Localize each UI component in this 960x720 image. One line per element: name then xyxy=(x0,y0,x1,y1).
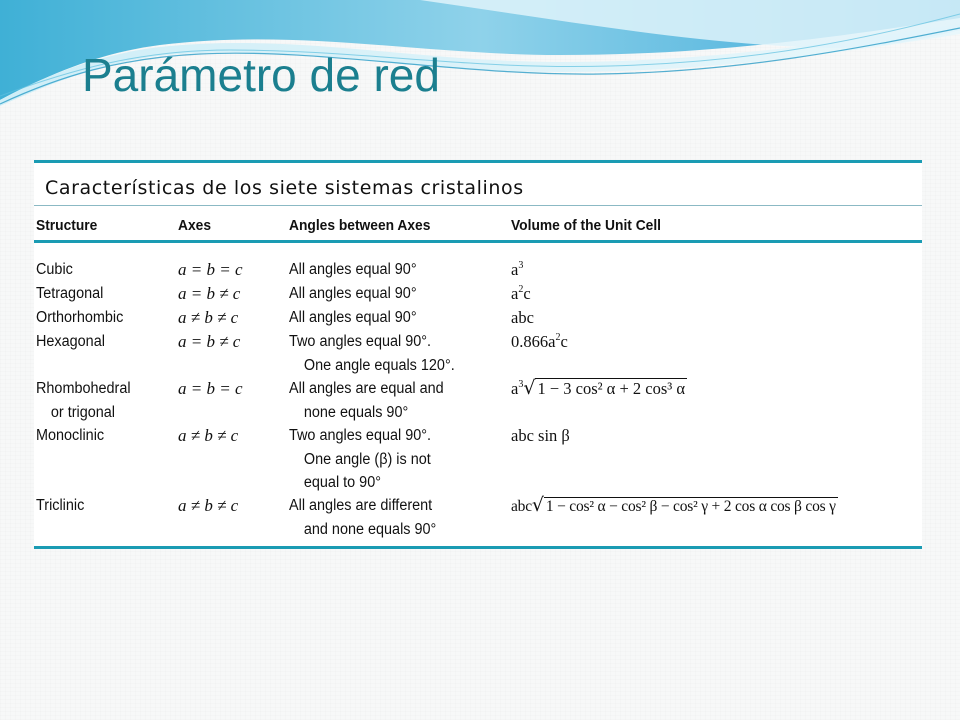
header-axes: Axes xyxy=(178,217,211,234)
cell-volume xyxy=(511,330,568,354)
square-root xyxy=(523,377,687,401)
angles-line: none equals 90° xyxy=(303,403,409,421)
volume-prefix: abc xyxy=(511,308,534,327)
structure-line: Hexagonal xyxy=(36,333,105,350)
cell-volume xyxy=(511,424,570,448)
angles-line: and none equals 90° xyxy=(303,520,437,538)
table-caption: Características de los siete sistemas cristalinos xyxy=(45,177,524,199)
structure-line: Triclinic xyxy=(36,497,85,514)
angles-line: Two angles equal 90°. xyxy=(289,427,432,444)
volume-suffix: c xyxy=(560,332,568,351)
cell-angles xyxy=(289,330,455,377)
cell-axes: a ≠ b ≠ c xyxy=(178,496,239,515)
cell-axes: a = b = c xyxy=(178,379,243,398)
cell-axes: a ≠ b ≠ c xyxy=(178,426,239,445)
cell-structure xyxy=(36,282,103,306)
cell-volume xyxy=(511,306,534,330)
volume-prefix: a xyxy=(511,284,519,303)
cell-angles xyxy=(289,494,436,541)
cell-angles xyxy=(289,424,431,495)
radical-sign-icon: √ xyxy=(531,494,544,516)
volume-prefix: 0.866a xyxy=(511,332,556,351)
volume-exponent: 2 xyxy=(518,284,524,295)
structure-line: Monoclinic xyxy=(36,427,105,444)
structure-line: Orthorhombic xyxy=(36,309,124,326)
cell-axes: a = b ≠ c xyxy=(178,332,241,351)
cell-structure xyxy=(36,258,73,282)
cell-angles xyxy=(289,258,417,282)
cell-structure xyxy=(36,306,123,330)
cell-angles xyxy=(289,282,417,306)
structure-line: Cubic xyxy=(36,261,73,278)
volume-radicand: 1 − 3 cos² α + 2 cos³ α xyxy=(537,379,685,398)
cell-volume xyxy=(511,494,838,519)
table-body xyxy=(34,243,922,549)
volume-prefix: a xyxy=(511,379,519,398)
volume-exponent: 3 xyxy=(518,379,524,390)
angles-line: All angles equal 90° xyxy=(289,309,417,326)
angles-line: One angle equals 120°. xyxy=(303,356,455,374)
angles-line: All angles equal 90° xyxy=(289,261,417,278)
cell-axes: a ≠ b ≠ c xyxy=(178,308,239,327)
angles-line: All angles equal 90° xyxy=(289,285,417,302)
cell-structure xyxy=(36,424,104,448)
cell-structure xyxy=(36,494,84,518)
structure-line: Tetragonal xyxy=(36,285,104,302)
structure-line: or trigonal xyxy=(50,403,115,421)
angles-line: Two angles equal 90°. xyxy=(289,333,432,350)
angles-line: One angle (β) is not xyxy=(303,450,431,468)
volume-exponent: 3 xyxy=(518,260,524,271)
cell-structure xyxy=(36,330,105,354)
structure-line: Rhombohedral xyxy=(36,380,131,397)
cell-structure xyxy=(36,377,131,424)
header-structure: Structure xyxy=(36,217,98,234)
cell-volume xyxy=(511,258,523,282)
cell-axes: a = b ≠ c xyxy=(178,284,241,303)
volume-prefix: abc xyxy=(511,498,532,515)
volume-prefix: abc sin β xyxy=(511,426,570,445)
angles-line: All angles are equal and xyxy=(289,380,444,397)
volume-exponent: 2 xyxy=(555,332,561,343)
cell-axes: a = b = c xyxy=(178,260,243,279)
volume-prefix: a xyxy=(511,260,519,279)
cell-volume xyxy=(511,377,687,401)
table-header-row xyxy=(34,206,922,243)
square-root xyxy=(532,494,838,519)
radical-sign-icon: √ xyxy=(523,377,536,399)
angles-line: equal to 90° xyxy=(303,474,381,491)
volume-radicand: 1 − cos² α − cos² β − cos² γ + 2 cos α cos β cos γ xyxy=(545,498,836,515)
header-volume: Volume of the Unit Cell xyxy=(511,217,662,234)
slide-title: Parámetro de red xyxy=(82,49,440,101)
angles-line: All angles are different xyxy=(289,497,433,514)
cell-volume xyxy=(511,282,531,306)
cell-angles xyxy=(289,377,444,424)
header-angles: Angles between Axes xyxy=(289,217,431,234)
cell-angles xyxy=(289,306,417,330)
volume-suffix: c xyxy=(523,284,531,303)
crystal-systems-table xyxy=(34,160,922,549)
table-bottom-rule xyxy=(34,546,922,549)
table-caption-row xyxy=(34,163,922,206)
